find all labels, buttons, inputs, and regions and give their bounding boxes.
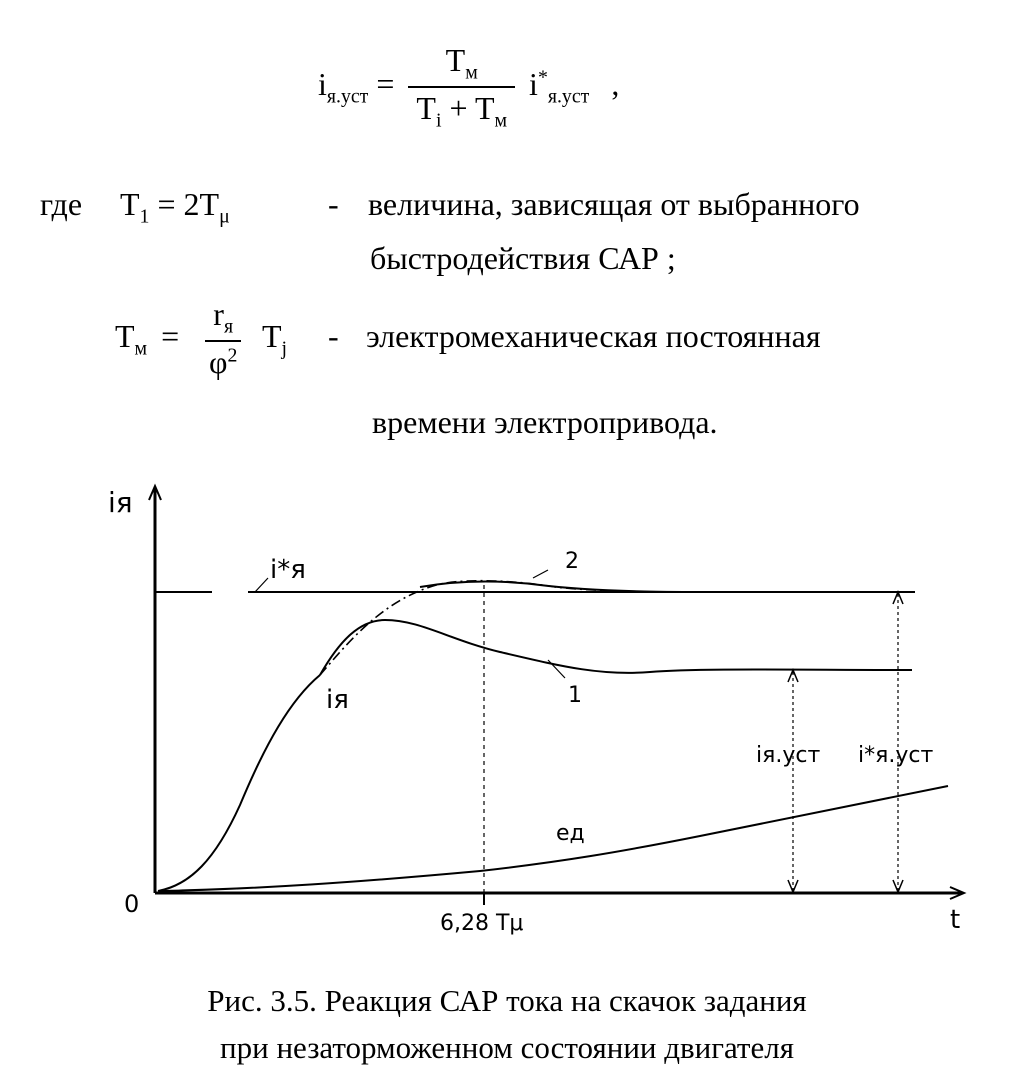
origin-label: 0	[124, 890, 140, 918]
ia-ust-label: iя.уст	[756, 743, 821, 768]
t1-definition: $T_1 = 2T_\mu$	[120, 186, 230, 228]
t1-dash: -	[328, 186, 339, 222]
ia-curve-label: iя	[326, 685, 349, 715]
tm-dash: -	[328, 318, 339, 354]
curve-1	[320, 620, 912, 675]
x-axis-label: t	[950, 905, 961, 935]
formula-numerator: $T_м$	[408, 42, 515, 88]
ia-ust-star-arrow-bottom	[893, 880, 903, 892]
caption-line1: Рис. 3.5. Реакция САР тока на скачок задания	[207, 983, 807, 1018]
tm-description-line1: электромеханическая постоянная	[366, 318, 821, 354]
reference-leader	[255, 578, 268, 592]
tm-definition: $T_м$ =	[115, 318, 180, 360]
formula-equals: =	[376, 65, 395, 102]
formula-rhs: $i^*_{я.уст}$	[529, 65, 590, 108]
formula-tail: ,	[611, 65, 620, 102]
caption-line2: при незаторможенном состоянии двигателя	[220, 1030, 794, 1065]
curve-1-leader	[548, 660, 565, 678]
formula-lhs: $i_{я.уст}$	[318, 65, 369, 108]
where-label: где	[40, 186, 83, 222]
formula-denominator: $T_i + T_м$	[416, 90, 508, 132]
tm-tail: $T_j$	[262, 318, 288, 360]
tm-fraction: $\frac{r_я}{\varphi^2}$	[205, 296, 241, 381]
tick-label: 6,28 Tμ	[440, 911, 524, 936]
curve-2-label: 2	[565, 549, 579, 574]
ed-curve	[160, 786, 948, 891]
reference-label: i*я	[270, 555, 306, 585]
t1-description-line2: быстродействия САР ;	[370, 240, 676, 276]
ia-ust-arrow-bottom	[788, 880, 798, 892]
ia-ust-star-label: i*я.уст	[858, 743, 934, 768]
y-axis-label: iя	[108, 486, 133, 519]
ed-label: eд	[556, 821, 585, 846]
curve-1-label: 1	[568, 683, 582, 708]
curve-2-leader	[533, 570, 548, 578]
tm-description-line2: времени электропривода.	[372, 404, 718, 440]
rising-curve	[158, 675, 320, 891]
curve-2	[320, 581, 700, 675]
t1-description-line1: величина, зависящая от выбранного	[368, 186, 860, 222]
curve-2-solid	[420, 581, 700, 592]
